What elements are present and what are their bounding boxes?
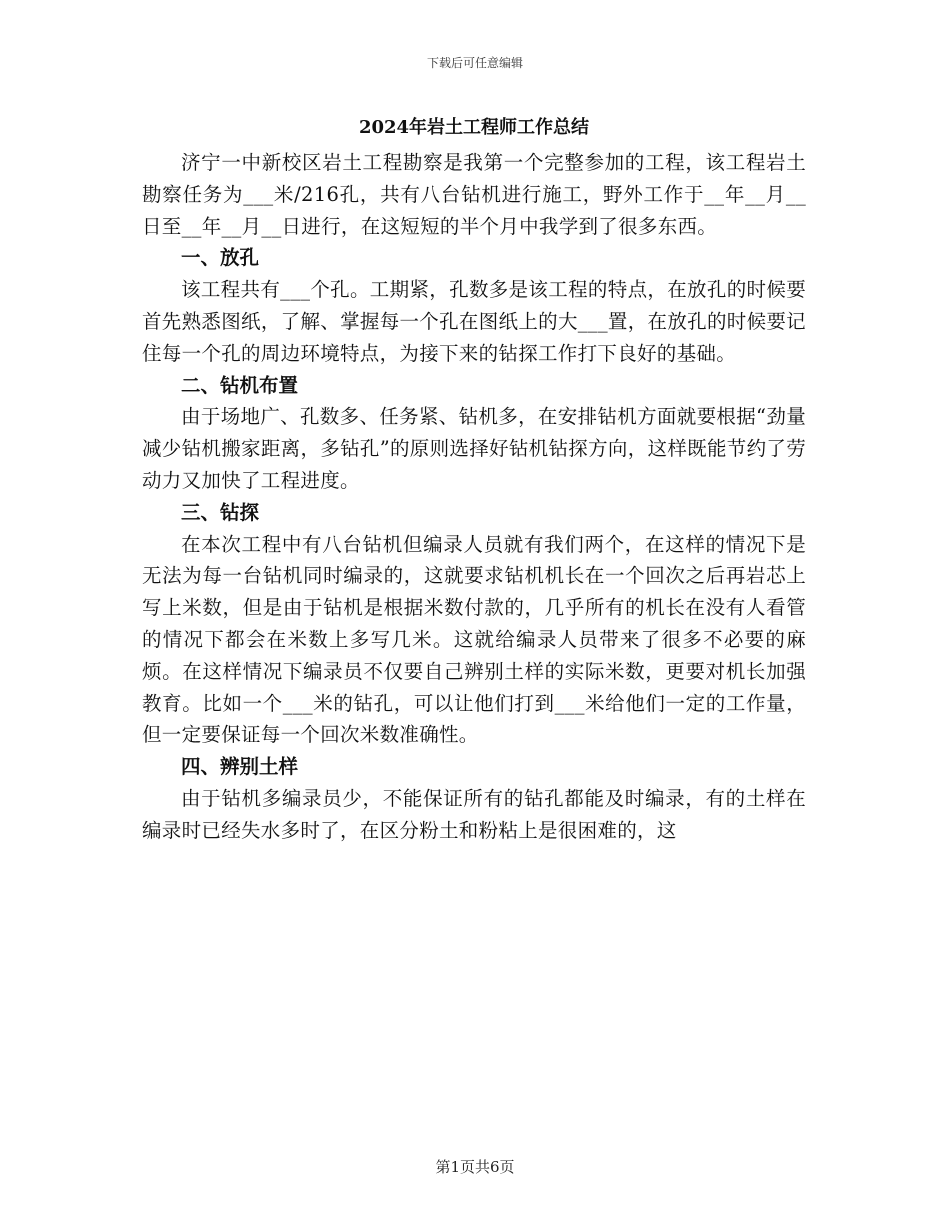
section-body-4: 由于钻机多编录员少，不能保证所有的钻孔都能及时编录，有的土样在编录时已经失水多时了，在区分粉土和粉粘上是很困难的，这 [142, 786, 806, 842]
document-body [142, 113, 806, 847]
page-footer: 第1页共6页 [435, 1158, 515, 1176]
section-heading-3: 三、钻探 [181, 500, 260, 524]
document-title: 2024年岩土工程师工作总结 [358, 117, 590, 138]
header-note: 下载后可任意编辑 [426, 56, 523, 70]
section-body-1: 该工程共有___个孔。工期紧，孔数多是该工程的特点，在放孔的时候要首先熟悉图纸，了解、掌握每一个孔在图纸上的大___置，在放孔的时候要记住每一个孔的周边环境特点，为接下来的钻探工作打下良好的基础。 [142, 278, 806, 365]
section-heading-1: 一、放孔 [181, 246, 260, 270]
section-body-3: 在本次工程中有八台钻机但编录人员就有我们两个，在这样的情况下是无法为每一台钻机同时编录的，这就要求钻机机长在一个回次之后再岩芯上写上米数，但是由于钻机是根据米数付款的，几乎所有的机长在没有人看管的情况下都会在米数上多写几米。这就给编录人员带来了很多不必要的麻烦。在这样情况下编录员不仅要自己辨别土样的实际米数，更要对机长加强教育。比如一个___米的钻孔，可以让他们打到___米给他们一定的工作量，但一定要保证每一个回次米数准确性。 [142, 532, 806, 747]
section-heading-4: 四、辨别土样 [181, 755, 299, 779]
section-heading-2: 二、钻机布置 [181, 373, 299, 397]
section-body-2: 由于场地广、孔数多、任务紧、钻机多，在安排钻机方面就要根据“劲量减少钻机搬家距离，多钻孔”的原则选择好钻机钻探方向，这样既能节约了劳动力又加快了工程进度。 [142, 405, 806, 492]
intro-paragraph: 济宁一中新校区岩土工程勘察是我第一个完整参加的工程，该工程岩土勘察任务为___米/216孔，共有八台钻机进行施工，野外工作于__年__月__日至__年__月__日进行，在这短短的半个月中我学到了很多东西。 [142, 151, 806, 238]
